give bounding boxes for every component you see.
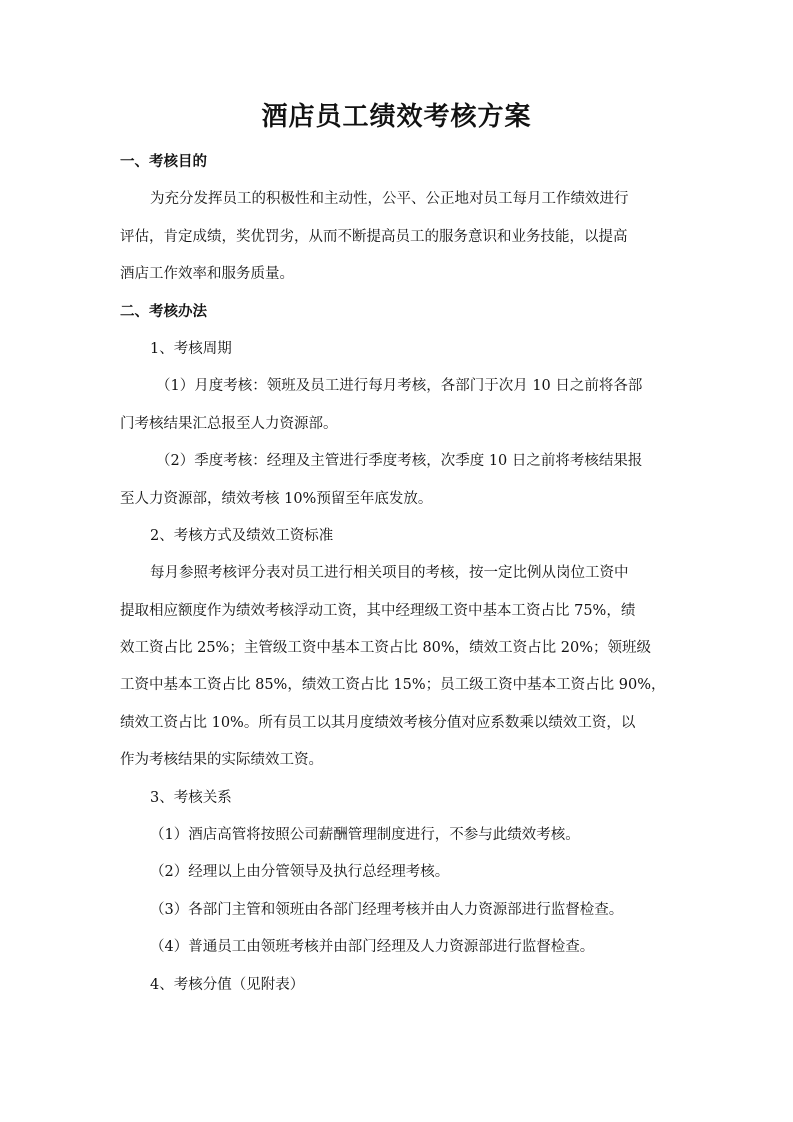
paragraph-line: （2）季度考核：经理及主管进行季度考核，次季度 10 日之前将考核结果报 xyxy=(156,453,643,470)
paragraph-line: 为充分发挥员工的积极性和主动性，公平、公正地对员工每月工作绩效进行 xyxy=(150,191,629,208)
paragraph-line: 3、考核关系 xyxy=(150,789,232,806)
document-title: 酒店员工绩效考核方案 xyxy=(261,102,532,132)
paragraph-line: 绩效工资占比 10%。所有员工以其月度绩效考核分值对应系数乘以绩效工资，以 xyxy=(120,714,636,731)
paragraph-line: （3）各部门主管和领班由各部门经理考核并由人力资源部进行监督检查。 xyxy=(150,901,624,918)
paragraph-line: （1）酒店高管将按照公司薪酬管理制度进行，不参与此绩效考核。 xyxy=(150,827,580,844)
section-heading: 二、考核办法 xyxy=(120,302,207,320)
paragraph-line: 1、考核周期 xyxy=(150,340,232,357)
paragraph-line: 评估，肯定成绩，奖优罚劣，从而不断提高员工的服务意识和业务技能，以提高 xyxy=(120,228,628,245)
paragraph-line: 酒店工作效率和服务质量。 xyxy=(120,266,294,283)
paragraph-line: 至人力资源部，绩效考核 10%预留至年底发放。 xyxy=(120,490,433,507)
paragraph-line: 工资中基本工资占比 85%，绩效工资占比 15%；员工级工资中基本工资占比 90%， xyxy=(120,677,666,694)
paragraph-line: 每月参照考核评分表对员工进行相关项目的考核，按一定比例从岗位工资中 xyxy=(150,565,629,582)
paragraph-line: （1）月度考核：领班及员工进行每月考核，各部门于次月 10 日之前将各部 xyxy=(156,378,643,395)
section-heading: 一、考核目的 xyxy=(120,153,207,170)
paragraph-line: 门考核结果汇总报至人力资源部。 xyxy=(120,415,338,432)
document-body xyxy=(120,148,676,1008)
paragraph-line: （4）普通员工由领班考核并由部门经理及人力资源部进行监督检查。 xyxy=(150,939,595,956)
paragraph-line: 2、考核方式及绩效工资标准 xyxy=(150,527,334,544)
paragraph-line: 作为考核结果的实际绩效工资。 xyxy=(120,752,323,769)
paragraph-line: 效工资占比 25%；主管级工资中基本工资占比 80%，绩效工资占比 20%；领班级 xyxy=(120,640,652,657)
paragraph-line: （2）经理以上由分管领导及执行总经理考核。 xyxy=(150,864,450,881)
paragraph-line: 4、考核分值（见附表） xyxy=(150,976,305,993)
paragraph-line: 提取相应额度作为绩效考核浮动工资，其中经理级工资中基本工资占比 75%，绩 xyxy=(120,602,636,619)
